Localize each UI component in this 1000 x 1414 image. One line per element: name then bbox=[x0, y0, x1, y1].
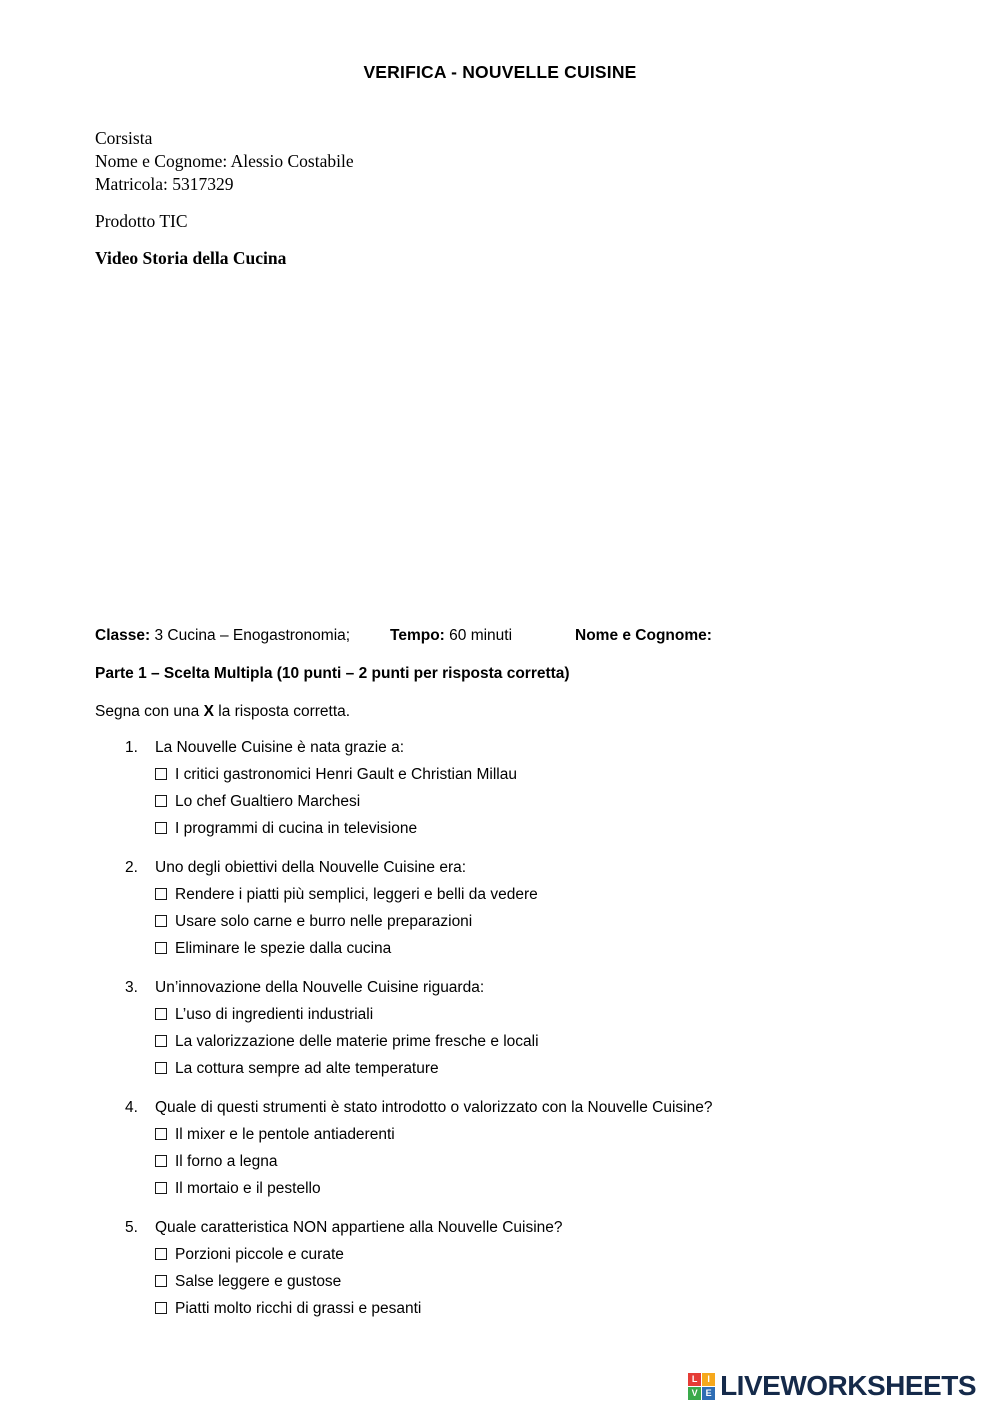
question-block-1 bbox=[95, 734, 905, 842]
option-label: Lo chef Gualtiero Marchesi bbox=[175, 793, 361, 811]
question-line bbox=[95, 734, 905, 761]
answer-option[interactable] bbox=[155, 908, 905, 935]
checkbox-icon[interactable] bbox=[155, 1155, 167, 1167]
answer-option[interactable] bbox=[155, 1148, 905, 1175]
answer-option[interactable] bbox=[155, 1241, 905, 1268]
instruction-pre: Segna con una bbox=[95, 703, 204, 721]
question-number: 2. bbox=[125, 859, 138, 877]
student-name-line: Nome e Cognome: Alessio Costabile bbox=[95, 151, 354, 172]
question-text: Uno degli obiettivi della Nouvelle Cuisine era: bbox=[155, 859, 467, 877]
answer-option[interactable] bbox=[155, 815, 905, 842]
checkbox-icon[interactable] bbox=[155, 1275, 167, 1287]
option-label: Il mortaio e il pestello bbox=[175, 1180, 321, 1198]
question-line bbox=[95, 1094, 905, 1121]
checkbox-icon[interactable] bbox=[155, 822, 167, 834]
answer-option[interactable] bbox=[155, 1028, 905, 1055]
liveworksheets-brand-text: LIVEWORKSHEETS bbox=[720, 1370, 976, 1401]
answer-option[interactable] bbox=[155, 935, 905, 962]
option-label: Piatti molto ricchi di grassi e pesanti bbox=[175, 1300, 422, 1318]
question-block-4 bbox=[95, 1094, 905, 1202]
matricola-line: Matricola: 5317329 bbox=[95, 174, 234, 195]
question-number: 1. bbox=[125, 739, 138, 757]
answer-option[interactable] bbox=[155, 1295, 905, 1322]
checkbox-icon[interactable] bbox=[155, 915, 167, 927]
answer-option[interactable] bbox=[155, 1121, 905, 1148]
product-line: Prodotto TIC bbox=[95, 211, 188, 232]
nome-cognome-label: Nome e Cognome: bbox=[575, 627, 712, 645]
checkbox-icon[interactable] bbox=[155, 1008, 167, 1020]
option-label: L’uso di ingredienti industriali bbox=[175, 1006, 374, 1024]
checkbox-icon[interactable] bbox=[155, 942, 167, 954]
answer-option[interactable] bbox=[155, 1268, 905, 1295]
logo-letter-e: E bbox=[702, 1387, 715, 1400]
question-line bbox=[95, 1214, 905, 1241]
checkbox-icon[interactable] bbox=[155, 1302, 167, 1314]
question-text: Un’innovazione della Nouvelle Cuisine riguarda: bbox=[155, 979, 485, 997]
answer-option[interactable] bbox=[155, 881, 905, 908]
logo-letter-v: V bbox=[688, 1387, 701, 1400]
checkbox-icon[interactable] bbox=[155, 1248, 167, 1260]
tempo-label: Tempo: bbox=[390, 627, 445, 645]
classe-label: Classe: bbox=[95, 627, 151, 645]
answer-option[interactable] bbox=[155, 788, 905, 815]
tempo-value: 60 minuti bbox=[449, 627, 513, 645]
quiz-section bbox=[95, 622, 905, 1322]
instruction-x: X bbox=[203, 703, 214, 721]
logo-letter-i: I bbox=[702, 1373, 715, 1386]
tempo-field bbox=[390, 622, 575, 649]
classe-field bbox=[95, 622, 390, 649]
instruction-line bbox=[95, 698, 905, 725]
checkbox-icon[interactable] bbox=[155, 1182, 167, 1194]
video-title: Video Storia della Cucina bbox=[95, 248, 287, 269]
page-title: VERIFICA - NOUVELLE CUISINE bbox=[363, 62, 637, 82]
question-text: Quale di questi strumenti è stato introdotto o valorizzato con la Nouvelle Cuisine? bbox=[155, 1099, 713, 1117]
question-block-5 bbox=[95, 1214, 905, 1322]
checkbox-icon[interactable] bbox=[155, 795, 167, 807]
checkbox-icon[interactable] bbox=[155, 888, 167, 900]
answer-option[interactable] bbox=[155, 1175, 905, 1202]
classe-value: 3 Cucina – Enogastronomia; bbox=[154, 627, 351, 645]
liveworksheets-logo-icon bbox=[688, 1373, 715, 1400]
option-label: Il forno a legna bbox=[175, 1153, 278, 1171]
option-label: Usare solo carne e burro nelle preparazioni bbox=[175, 913, 473, 931]
instruction-post: la risposta corretta. bbox=[213, 703, 351, 721]
question-number: 3. bbox=[125, 979, 138, 997]
video-embed-area bbox=[95, 270, 905, 622]
option-label: Eliminare le spezie dalla cucina bbox=[175, 940, 392, 958]
checkbox-icon[interactable] bbox=[155, 1128, 167, 1140]
question-number: 5. bbox=[125, 1219, 138, 1237]
option-label: Salse leggere e gustose bbox=[175, 1273, 342, 1291]
option-label: Rendere i piatti più semplici, leggeri e belli da vedere bbox=[175, 886, 538, 904]
class-info-line bbox=[95, 622, 905, 649]
liveworksheets-logo[interactable] bbox=[688, 1370, 976, 1402]
question-number: 4. bbox=[125, 1099, 138, 1117]
option-label: I programmi di cucina in televisione bbox=[175, 820, 418, 838]
option-label: Il mixer e le pentole antiaderenti bbox=[175, 1126, 395, 1144]
option-label: La cottura sempre ad alte temperature bbox=[175, 1060, 439, 1078]
option-label: Porzioni piccole e curate bbox=[175, 1246, 344, 1264]
logo-letter-l: L bbox=[688, 1373, 701, 1386]
question-line bbox=[95, 974, 905, 1001]
answer-option[interactable] bbox=[155, 761, 905, 788]
question-line bbox=[95, 854, 905, 881]
answer-option[interactable] bbox=[155, 1055, 905, 1082]
checkbox-icon[interactable] bbox=[155, 768, 167, 780]
question-block-3 bbox=[95, 974, 905, 1082]
checkbox-icon[interactable] bbox=[155, 1035, 167, 1047]
student-info-block bbox=[95, 127, 905, 270]
answer-option[interactable] bbox=[155, 1001, 905, 1028]
question-text: Quale caratteristica NON appartiene alla Nouvelle Cuisine? bbox=[155, 1219, 563, 1237]
option-label: I critici gastronomici Henri Gault e Christian Millau bbox=[175, 766, 517, 784]
question-block-2 bbox=[95, 854, 905, 962]
question-text: La Nouvelle Cuisine è nata grazie a: bbox=[155, 739, 405, 757]
checkbox-icon[interactable] bbox=[155, 1062, 167, 1074]
corsista-label: Corsista bbox=[95, 128, 153, 148]
option-label: La valorizzazione delle materie prime fresche e locali bbox=[175, 1033, 539, 1051]
part1-heading: Parte 1 – Scelta Multipla (10 punti – 2 punti per risposta corretta) bbox=[95, 665, 570, 683]
